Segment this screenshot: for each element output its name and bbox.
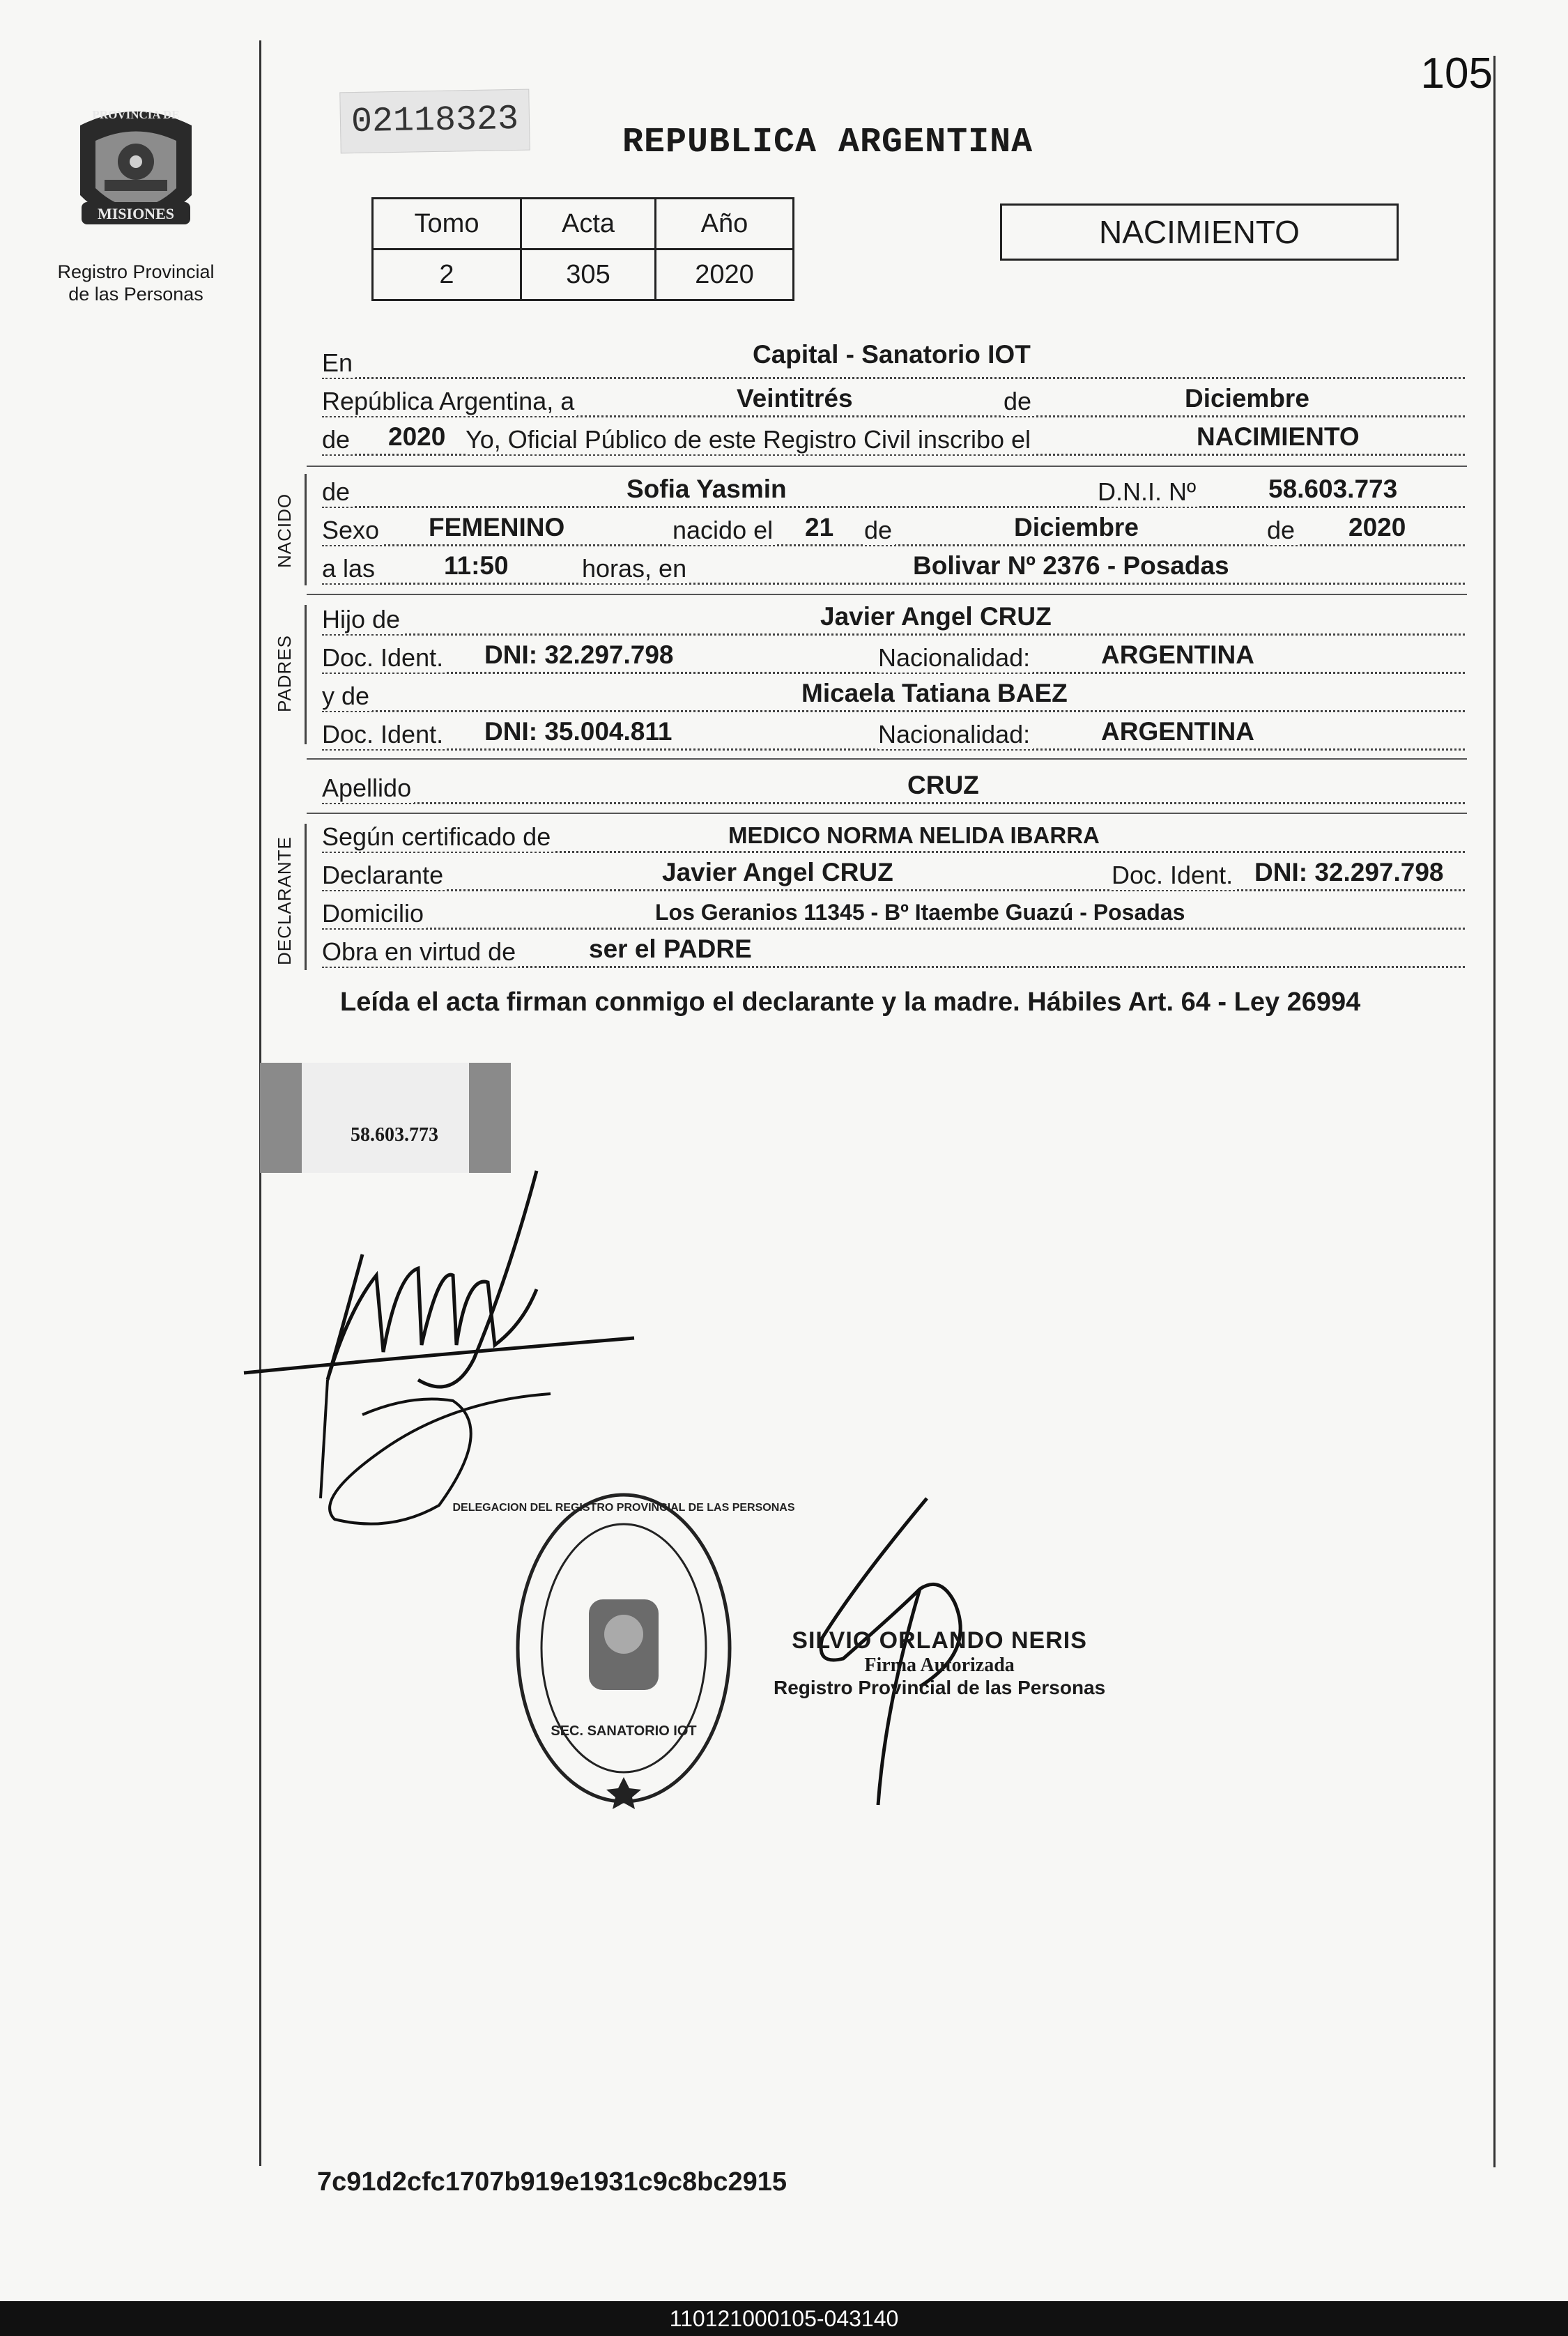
section-bar-padres [305,605,307,744]
label-inscribo: Yo, Oficial Público de este Registro Civil inscribo el [466,425,1033,454]
value-father-doc: DNI: 32.297.798 [484,640,674,669]
ref-header-acta: Acta [521,199,656,249]
reference-header-row [373,199,794,249]
document-hash: 7c91d2cfc1707b919e1931c9c8bc2915 [317,2167,787,2197]
seal-inner-text: SEC. SANATORIO IOT [551,1723,697,1739]
label-declarante: Declarante [322,861,446,890]
label-domicilio: Domicilio [322,899,426,928]
label-obra: Obra en virtud de [322,937,518,967]
label-de-name: de [322,477,353,507]
registry-seal [452,1484,795,1812]
reference-value-row [373,249,794,300]
row-domicilio [322,899,1465,934]
value-domicilio: Los Geranios 11345 - Bº Itaembe Guazú - Posadas [655,900,1185,925]
separator-4 [307,813,1467,814]
separator-2 [307,594,1467,595]
value-birth-year: 2020 [1348,513,1406,541]
label-de-year: de [322,425,353,454]
row-father-doc [322,640,1465,678]
ref-value-ano: 2020 [656,249,794,300]
value-father-nat: ARGENTINA [1101,640,1254,669]
value-mother-doc: DNI: 35.004.811 [484,717,672,746]
reference-table [371,197,794,301]
footer-code: 110121000105-043140 [0,2301,1568,2336]
value-day: Veintitrés [737,384,853,413]
value-time: 11:50 [444,551,509,580]
logo-text-top: PROVINCIA DE [92,108,180,121]
label-father-doc: Doc. Ident. [322,643,446,673]
page-number: 105 [1420,49,1493,98]
label-en: En [322,348,355,378]
row-republica [322,384,1465,422]
label-hijo-de: Hijo de [322,605,403,634]
section-label-declarante: DECLARANTE [274,836,295,965]
logo-caption-line-1: Registro Provincial [57,261,215,282]
label-republica: República Argentina, a [322,387,577,416]
value-certificado: MEDICO NORMA NELIDA IBARRA [728,822,1100,848]
logo-caption [42,261,230,305]
seal-outer-text: DELEGACION DEL REGISTRO PROVINCIAL DE LAS PERSONAS [452,1502,795,1514]
label-de-birth-month: de [864,516,895,545]
control-number-stamp: 02118323 [339,89,530,154]
value-sexo: FEMENINO [429,513,565,541]
header-title: REPUBLICA ARGENTINA [622,123,1033,162]
label-nacido-el: nacido el [672,516,776,545]
value-mother: Micaela Tatiana BAEZ [801,679,1068,707]
row-declarante [322,858,1465,896]
value-child-name: Sofia Yasmin [627,475,787,503]
row-certificado [322,822,1465,857]
label-de-month: de [1004,387,1034,416]
label-decl-doc: Doc. Ident. [1112,861,1236,890]
row-father [322,602,1465,640]
value-birth-day: 21 [805,513,834,541]
logo-text-bottom: MISIONES [97,205,175,222]
row-name [322,477,1465,512]
ref-header-ano: Año [656,199,794,249]
value-mother-nat: ARGENTINA [1101,717,1254,746]
value-child-dni: 58.603.773 [1268,475,1398,503]
dni-sticker-number: 58.603.773 [351,1124,438,1146]
ref-value-acta: 305 [521,249,656,300]
value-decl-doc: DNI: 32.297.798 [1254,858,1444,886]
section-bar-nacido [305,474,307,585]
signer-block [774,1627,1105,1699]
value-inscribo: NACIMIENTO [1197,422,1360,451]
value-en: Capital - Sanatorio IOT [753,340,1031,369]
value-year: 2020 [388,422,446,451]
label-y-de: y de [322,682,372,711]
label-de-birth-year: de [1267,516,1298,545]
section-label-nacido: NACIDO [274,493,295,568]
signer-role: Firma Autorizada [864,1654,1015,1676]
value-apellido: CRUZ [907,771,979,799]
value-father: Javier Angel CRUZ [820,602,1052,631]
row-mother-doc [322,717,1465,755]
row-inscribo [322,422,1465,460]
ref-value-tomo: 2 [373,249,521,300]
section-bar-declarante [305,824,307,970]
value-place: Bolivar Nº 2376 - Posadas [913,551,1229,580]
label-certificado: Según certificado de [322,822,553,852]
value-declarante: Javier Angel CRUZ [662,858,893,886]
ref-header-tomo: Tomo [373,199,521,249]
label-dni: D.N.I. Nº [1098,477,1199,507]
label-mother-doc: Doc. Ident. [322,720,446,749]
label-father-nat: Nacionalidad: [878,643,1033,673]
logo-caption-line-2: de las Personas [68,284,203,305]
row-en [322,340,1465,383]
registry-logo [42,98,230,305]
closing-note: Leída el acta firman conmigo el declarante y la madre. Hábiles Art. 64 - Ley 26994 [340,988,1361,1017]
row-apellido [322,771,1465,808]
label-a-las: a las [322,554,378,583]
separator-1 [307,466,1467,467]
section-label-padres: PADRES [274,635,295,712]
dni-sticker [260,1063,511,1173]
document-type-box: NACIMIENTO [1000,203,1399,261]
right-margin-line [1493,56,1496,2167]
signer-org: Registro Provincial de las Personas [774,1677,1106,1698]
label-apellido: Apellido [322,774,414,803]
label-mother-nat: Nacionalidad: [878,720,1033,749]
label-sexo: Sexo [322,516,382,545]
row-mother [322,679,1465,716]
signer-name: SILVIO ORLANDO NERIS [792,1627,1087,1654]
row-sexo [322,513,1465,551]
row-hora [322,551,1465,589]
separator-3 [307,758,1467,760]
provincial-coat-of-arms-icon [66,98,206,251]
value-month: Diciembre [1185,384,1309,413]
value-birth-month: Diciembre [1014,513,1139,541]
label-horas-en: horas, en [582,554,689,583]
row-obra [322,937,1465,972]
value-obra: ser el PADRE [589,935,752,963]
